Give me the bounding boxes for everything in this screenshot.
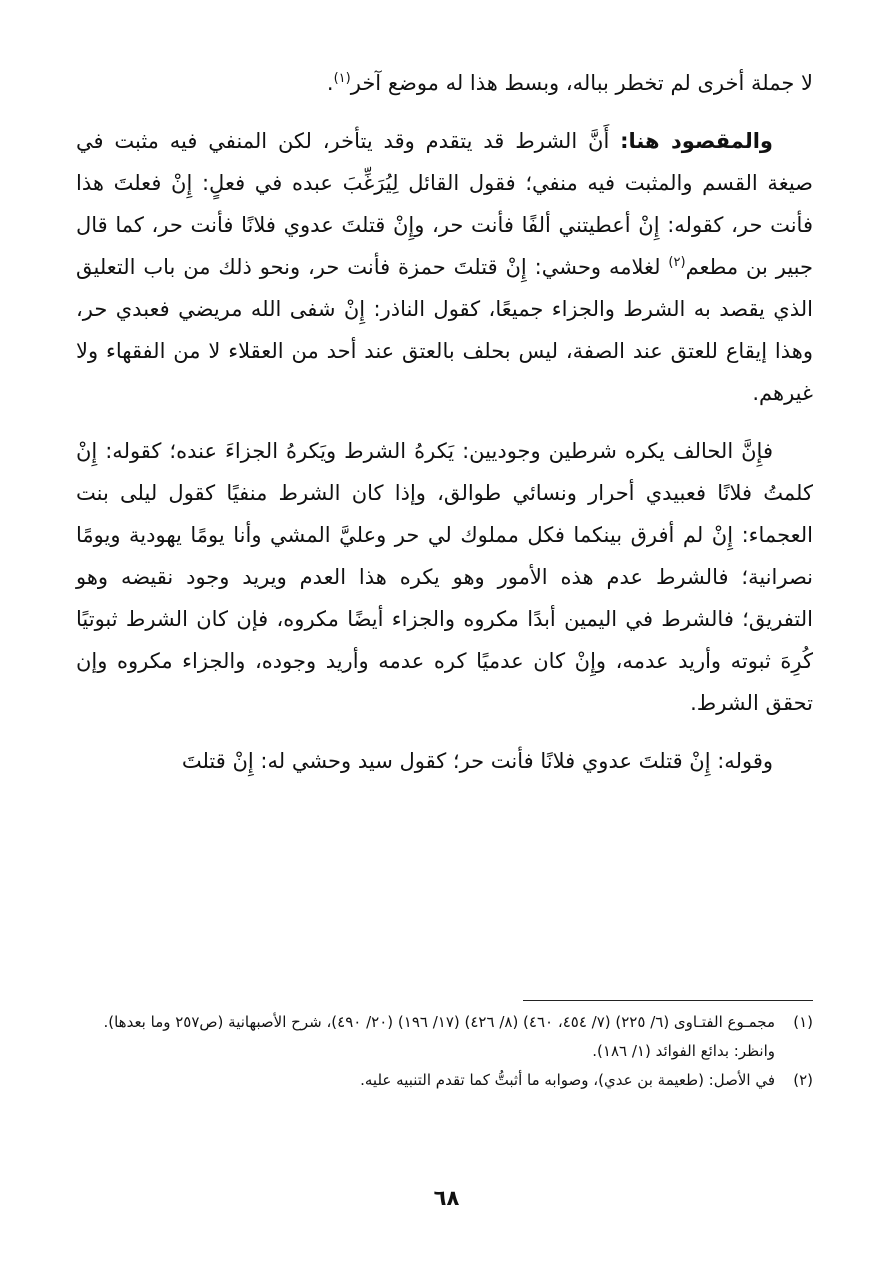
footnote-1-see-also: وانظر: بدائع الفوائد (١/ ١٨٦). xyxy=(592,1042,775,1060)
footnote-ref-1[interactable]: (١) xyxy=(333,71,351,86)
footnote-2-number: (٢) xyxy=(793,1071,813,1089)
page-number: ٦٨ xyxy=(433,1186,460,1210)
footnote-2 xyxy=(70,1066,813,1095)
paragraph-2 xyxy=(76,120,813,414)
paragraph-1 xyxy=(76,62,813,104)
footnote-1-text: مجمـوع الفتـاوى (٦/ ٢٢٥) (٧/ ٤٥٤، ٤٦٠) (٨/ ٤٢٦) (١٧/ ١٩٦) (٢٠/ ٤٩٠)، شرح الأصبهانية (ص٢٥٧ وما بعدها). xyxy=(103,1013,775,1031)
paragraph-3: فإِنَّ الحالف يكره شرطين وجوديين: يَكرهُ الشرط ويَكرهُ الجزاءَ عنده؛ كقوله: إِنْ كلمتُ فلانًا فعبيدي أحرار ونسائي طوالق، وإذا كان الشرط منفيًا كقول ليلى بنت العجماء: إِنْ لم أفرق بينكما فكل مملوك لي حر وعليَّ المشي وأنا يومًا يهودية ويومًا نصرانية؛ فالشرط عدم هذه الأمور وهو يكره هذا العدم ويريد وجود نقيضه وهو التفريق؛ فالشرط في اليمين أبدًا مكروه والجزاء أيضًا مكروه، فإن كان الشرط ثبوتيًا كُرِهَ ثبوته وأريد عدمه، وإِنْ كان عدميًا كره عدمه وأريد وجوده، والجزاء مكروه وإن تحقق الشرط. xyxy=(76,439,813,715)
footnote-separator xyxy=(523,1000,813,1001)
main-text xyxy=(76,62,813,798)
footnote-2-text: في الأصل: (طعيمة بن عدي)، وصوابه ما أثبتُّ كما تقدم التنبيه عليه. xyxy=(360,1071,775,1089)
paragraph-2-text-b: لغلامه وحشي: إِنْ قتلتَ حمزة فأنت حر، ونحو ذلك من باب التعليق الذي يقصد به الشرط والجزاء جميعًا، كقول الناذر: إِنْ شفى الله مريضي فعبدي حر، وهذا إيقاع للعتق عند الصفة، ليس بحلف بالعتق عند أحد من العقلاء لا من الفقهاء ولا غيرهم. xyxy=(76,255,813,405)
footnote-1 xyxy=(70,1008,813,1037)
paragraph-1-text: لا جملة أخرى لم تخطر بباله، وبسط هذا له موضع آخر xyxy=(350,71,813,95)
paragraph-2-lead: والمقصود هنا: xyxy=(620,129,773,153)
footnote-ref-2[interactable]: (٢) xyxy=(668,255,686,270)
paragraph-1-end: . xyxy=(326,71,334,95)
paragraph-4: وقوله: إِنْ قتلتَ عدوي فلانًا فأنت حر؛ كقول سيد وحشي له: إِنْ قتلتَ xyxy=(181,749,773,773)
footnotes xyxy=(70,1008,813,1095)
footnote-1-number: (١) xyxy=(793,1013,813,1031)
paragraph-2-text-a: أَنَّ الشرط قد يتقدم وقد يتأخر، لكن المنفي فيه مثبت في صيغة القسم والمثبت فيه منفي؛ فقول القائل لِيُرَغِّبَ عبده في فعلٍ: إِنْ فعلتَ هذا فأنت حر، كقوله: إِنْ أعطيتني ألفًا فأنت حر، وإِنْ قتلتَ عدوي فلانًا فأنت حر، كما قال جبير بن مطعم xyxy=(76,129,813,279)
